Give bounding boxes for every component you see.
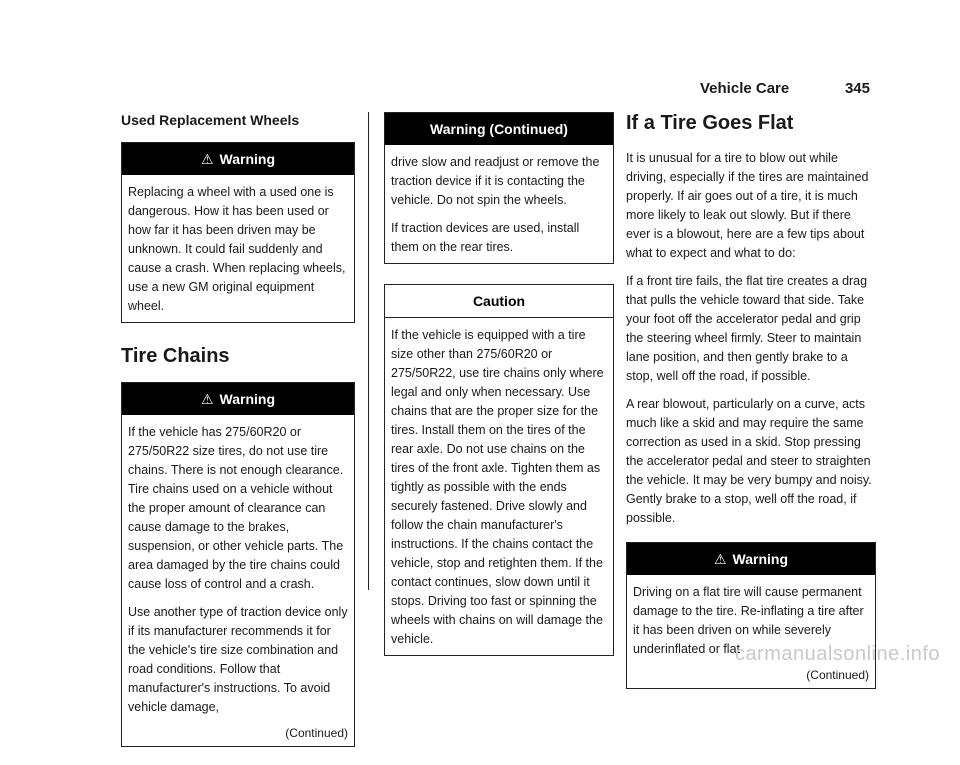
body-paragraph: A rear blowout, particularly on a curve, acts much like a skid and may require the same correction as used in a skid. Stop pressing the accelerator pedal and steer to straighten the vehicle. It may be very bumpy and noisy. Gently brake to a stop, well off the road, if possible. — [626, 397, 872, 525]
warning-text: If traction devices are used, install them on the rear tires. — [391, 221, 580, 254]
page-number: 345 — [844, 80, 870, 97]
warning-continued-box — [384, 112, 614, 264]
warning-box-tire-chains — [121, 382, 355, 747]
warning-triangle-icon: ⚠ — [713, 551, 727, 567]
warning-text: Replacing a wheel with a used one is dangerous. How it has been used or how far it has been driven may be unknown. It could fail suddenly and cause a crash. When replacing wheels, use a new GM original equipment wheel. — [128, 185, 346, 313]
warning-continued-title: Warning (Continued) — [430, 121, 568, 137]
caution-header — [385, 285, 613, 318]
caution-text: If the vehicle is equipped with a tire size other than 275/60R20 or 275/50R22, use tire chains only where legal and only when necessary. Use chains that are the proper size for the tires. Install them on the tires of the rear axle. Do not use chains on the tires of the front axle. Tighten them as tightly as possible with the ends securely fastened. Drive slowly and follow the chain manufacturer's instructions. If the chains contact the vehicle, stop and retighten them. If the contact continues, slow down until it stops. Driving too fast or spinning the wheels with chains on will damage the vehicle. — [391, 328, 604, 646]
warning-text: If the vehicle has 275/60R20 or 275/50R22 size tires, do not use tire chains. There is not enough clearance. Tire chains used on a vehicle without the proper amount of clearance can cause damage to the brakes, suspension, or other vehicle parts. The area damaged by the tire chains could cause loss of control and a crash. — [128, 425, 344, 591]
column-divider — [368, 112, 369, 590]
column-3 — [626, 104, 876, 707]
page-header — [700, 80, 870, 97]
warning-title: Warning — [219, 391, 276, 407]
caution-body — [385, 318, 613, 655]
column-2 — [384, 104, 614, 674]
warning-triangle-icon: ⚠ — [200, 391, 214, 407]
warning-continued-header — [385, 113, 613, 145]
caution-box — [384, 284, 614, 656]
warning-continued-body — [385, 145, 613, 263]
warning-triangle-icon: ⚠ — [200, 151, 214, 167]
warning-header — [627, 543, 875, 575]
warning-body — [122, 175, 354, 322]
warning-box-flat-tire — [626, 542, 876, 689]
warning-box-used-wheels — [121, 142, 355, 323]
warning-body — [627, 575, 875, 688]
continued-label: (Continued) — [806, 668, 869, 682]
warning-body — [122, 415, 354, 746]
watermark: carmanualsonline.info — [734, 643, 940, 665]
warning-title: Warning — [219, 151, 276, 167]
body-paragraph: If a front tire fails, the flat tire creates a drag that pulls the vehicle toward that side. Take your foot off the accelerator pedal and grip the steering wheel firmly. Steer to maintain lane position, and then gently brake to a stop, well off the road, if possible. — [626, 274, 868, 383]
warning-header — [122, 143, 354, 175]
subheading-used-wheels: Used Replacement Wheels — [121, 112, 300, 128]
section-title-flat-tire: If a Tire Goes Flat — [626, 112, 794, 134]
body-paragraph: It is unusual for a tire to blow out while driving, especially if the tires are maintained properly. If air goes out of a tire, it is much more likely to leak out slowly. But if there ever is a blowout, here are a few tips about what to expect and what to do: — [626, 151, 869, 260]
caution-title: Caution — [472, 293, 526, 309]
warning-text: drive slow and readjust or remove the traction device if it is contacting the vehicle. Do not spin the wheels. — [391, 155, 600, 207]
section-title-tire-chains: Tire Chains — [121, 345, 230, 367]
warning-header — [122, 383, 354, 415]
continued-label: (Continued) — [285, 726, 348, 740]
column-1 — [121, 104, 355, 765]
warning-text: Use another type of traction device only if its manufacturer recommends it for the vehicle's tire size combination and road conditions. Follow that manufacturer's instructions. To avoid vehicle damage, — [128, 605, 348, 714]
warning-text: Driving on a flat tire will cause permanent damage to the tire. Re-inflating a tire after it has been driven on while severely underinflated or flat — [633, 585, 864, 656]
header-section-title: Vehicle Care — [700, 80, 790, 97]
warning-title: Warning — [732, 551, 789, 567]
